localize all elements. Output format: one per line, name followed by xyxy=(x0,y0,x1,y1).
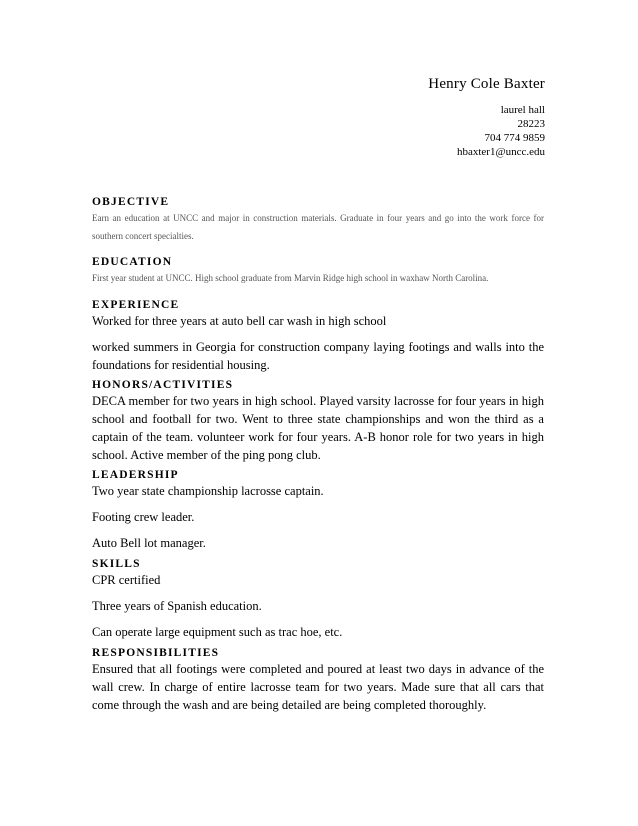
leadership-item: Two year state championship lacrosse captain. xyxy=(92,484,324,498)
skills-section xyxy=(92,557,544,641)
section-heading: EDUCATION xyxy=(92,256,173,268)
honors-section xyxy=(92,378,544,464)
phone-number: 704 774 9859 xyxy=(484,132,545,144)
skills-item: Can operate large equipment such as trac hoe, etc. xyxy=(92,625,343,639)
leadership-item: Footing crew leader. xyxy=(92,510,195,524)
section-heading: EXPERIENCE xyxy=(92,299,180,311)
objective-text: Earn an education at UNCC and major in construction materials. Graduate in four years and go into the work force for southern concert specialties. xyxy=(92,213,544,241)
leadership-item: Auto Bell lot manager. xyxy=(92,536,206,550)
responsibilities-text: Ensured that all footings were completed and poured at least two days in advance of the wall crew. In charge of entire lacrosse team for two years. Made sure that all cars that come through the wash and are being detailed are being completed thoroughly. xyxy=(92,662,544,712)
honors-text: DECA member for two years in high school. Played varsity lacrosse for four years in high school and football for two. Went to three state championships and won the third as a captain of the team. volunteer work for four years. A-B honor role for two years in high school. Active member of the ping pong club. xyxy=(92,394,544,462)
experience-section xyxy=(92,298,544,374)
section-heading: SKILLS xyxy=(92,558,141,570)
section-heading: RESPONSIBILITIES xyxy=(92,647,220,659)
responsibilities-section xyxy=(92,646,544,714)
address-line: laurel hall xyxy=(500,104,545,116)
applicant-name: Henry Cole Baxter xyxy=(428,76,545,92)
experience-item: Worked for three years at auto bell car wash in high school xyxy=(92,314,387,328)
section-heading: HONORS/ACTIVITIES xyxy=(92,379,234,391)
skills-item: CPR certified xyxy=(92,573,161,587)
education-text: First year student at UNCC. High school graduate from Marvin Ridge high school in waxhaw North Carolina. xyxy=(92,273,489,283)
objective-section xyxy=(92,195,544,245)
section-heading: OBJECTIVE xyxy=(92,196,170,208)
zip-code: 28223 xyxy=(517,118,545,130)
leadership-section xyxy=(92,468,544,552)
resume-body xyxy=(92,195,544,714)
experience-item: worked summers in Georgia for construction company laying footings and walls into the foundations for residential housing. xyxy=(92,340,544,372)
contact-header xyxy=(428,76,545,159)
skills-item: Three years of Spanish education. xyxy=(92,599,262,613)
education-section xyxy=(92,255,544,287)
email-address: hbaxter1@uncc.edu xyxy=(456,146,545,158)
section-heading: LEADERSHIP xyxy=(92,469,179,481)
